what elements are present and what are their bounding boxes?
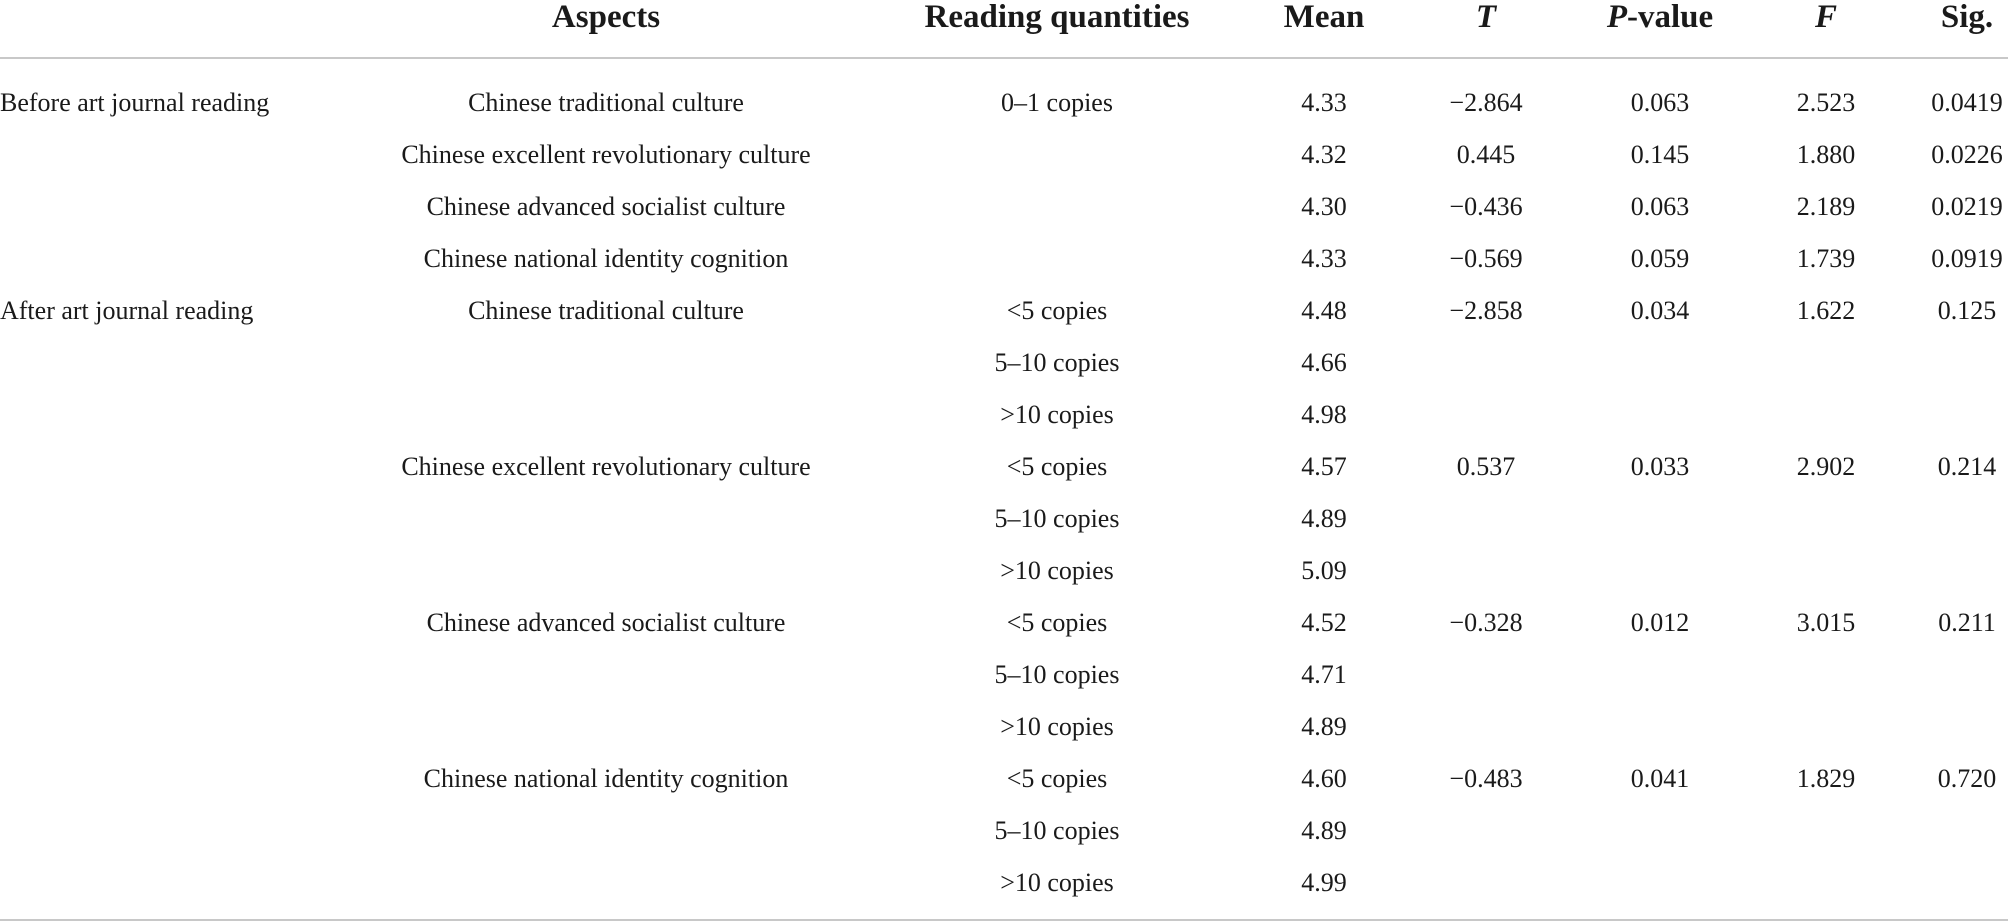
quantity-cell: >10 copies — [1000, 868, 1114, 897]
header-reading-quantities: Reading quantities — [924, 0, 1190, 35]
t-cell: −0.483 — [1449, 764, 1523, 793]
f-cell: 1.739 — [1796, 244, 1856, 273]
quantity-cell: <5 copies — [1006, 764, 1108, 793]
p-value-cell: 0.033 — [1630, 452, 1690, 481]
t-cell: −0.569 — [1449, 244, 1523, 273]
sig-cell: 0.720 — [1937, 764, 1997, 793]
sig-cell: 0.0919 — [1931, 244, 2003, 273]
f-cell: 2.523 — [1796, 88, 1856, 117]
header-t: T — [1475, 0, 1497, 35]
f-cell: 1.622 — [1796, 296, 1856, 325]
p-value-cell: 0.041 — [1630, 764, 1690, 793]
mean-cell: 4.32 — [1301, 140, 1347, 169]
sig-cell: 0.214 — [1937, 452, 1997, 481]
quantity-cell: 5–10 copies — [994, 816, 1120, 845]
t-cell: 0.445 — [1456, 140, 1516, 169]
t-cell: 0.537 — [1456, 452, 1516, 481]
t-cell: −0.328 — [1449, 608, 1523, 637]
aspect-cell: Chinese national identity cognition — [423, 764, 789, 793]
quantity-cell: 5–10 copies — [994, 348, 1120, 377]
sig-cell: 0.0226 — [1931, 140, 2003, 169]
bottom-rule — [0, 919, 2008, 921]
header-p-value — [1607, 0, 1713, 34]
aspect-cell: Chinese excellent revolutionary culture — [401, 452, 811, 481]
f-cell: 1.829 — [1796, 764, 1856, 793]
sig-cell: 0.125 — [1937, 296, 1997, 325]
mean-cell: 4.66 — [1301, 348, 1347, 377]
p-value-cell: 0.063 — [1630, 88, 1690, 117]
group-cell: After art journal reading — [0, 296, 254, 325]
t-cell: −0.436 — [1449, 192, 1523, 221]
quantity-cell: 0–1 copies — [1001, 88, 1113, 117]
header-mean: Mean — [1283, 0, 1365, 35]
aspect-cell: Chinese traditional culture — [468, 296, 744, 325]
sig-cell: 0.0419 — [1931, 88, 2003, 117]
quantity-cell: >10 copies — [1000, 400, 1114, 429]
group-cell: Before art journal reading — [0, 88, 270, 117]
mean-cell: 4.98 — [1301, 400, 1347, 429]
quantity-cell: >10 copies — [1000, 556, 1114, 585]
p-value-cell: 0.012 — [1630, 608, 1690, 637]
header-p-italic: P — [1606, 0, 1627, 35]
header-sig: Sig. — [1940, 0, 1994, 35]
header-f: F — [1814, 0, 1838, 35]
mean-cell: 4.30 — [1301, 192, 1347, 221]
f-cell: 2.902 — [1796, 452, 1856, 481]
quantity-cell: 5–10 copies — [994, 660, 1120, 689]
mean-cell: 5.09 — [1301, 556, 1347, 585]
mean-cell: 4.89 — [1301, 712, 1347, 741]
aspect-cell: Chinese national identity cognition — [423, 244, 789, 273]
f-cell: 3.015 — [1796, 608, 1856, 637]
mean-cell: 4.60 — [1301, 764, 1347, 793]
sig-cell: 0.211 — [1938, 608, 1996, 637]
aspect-cell: Chinese advanced socialist culture — [426, 608, 786, 637]
mean-cell: 4.52 — [1301, 608, 1347, 637]
mean-cell: 4.71 — [1301, 660, 1347, 689]
t-cell: −2.858 — [1449, 296, 1523, 325]
mean-cell: 4.33 — [1301, 88, 1347, 117]
quantity-cell: >10 copies — [1000, 712, 1114, 741]
p-value-cell: 0.059 — [1630, 244, 1690, 273]
mean-cell: 4.89 — [1301, 504, 1347, 533]
aspect-cell: Chinese advanced socialist culture — [426, 192, 786, 221]
t-cell: −2.864 — [1449, 88, 1523, 117]
p-value-cell: 0.145 — [1630, 140, 1690, 169]
header-p-rest: -value — [1627, 0, 1714, 35]
f-cell: 1.880 — [1796, 140, 1856, 169]
mean-cell: 4.89 — [1301, 816, 1347, 845]
p-value-cell: 0.034 — [1630, 296, 1690, 325]
quantity-cell: <5 copies — [1006, 452, 1108, 481]
sig-cell: 0.0219 — [1931, 192, 2003, 221]
quantity-cell: <5 copies — [1006, 608, 1108, 637]
aspect-cell: Chinese traditional culture — [468, 88, 744, 117]
mean-cell: 4.48 — [1301, 296, 1347, 325]
header-rule — [0, 57, 2008, 59]
header-aspects: Aspects — [551, 0, 661, 35]
quantity-cell: <5 copies — [1006, 296, 1108, 325]
p-value-cell: 0.063 — [1630, 192, 1690, 221]
quantity-cell: 5–10 copies — [994, 504, 1120, 533]
f-cell: 2.189 — [1796, 192, 1856, 221]
mean-cell: 4.99 — [1301, 868, 1347, 897]
mean-cell: 4.33 — [1301, 244, 1347, 273]
aspect-cell: Chinese excellent revolutionary culture — [401, 140, 811, 169]
mean-cell: 4.57 — [1301, 452, 1347, 481]
